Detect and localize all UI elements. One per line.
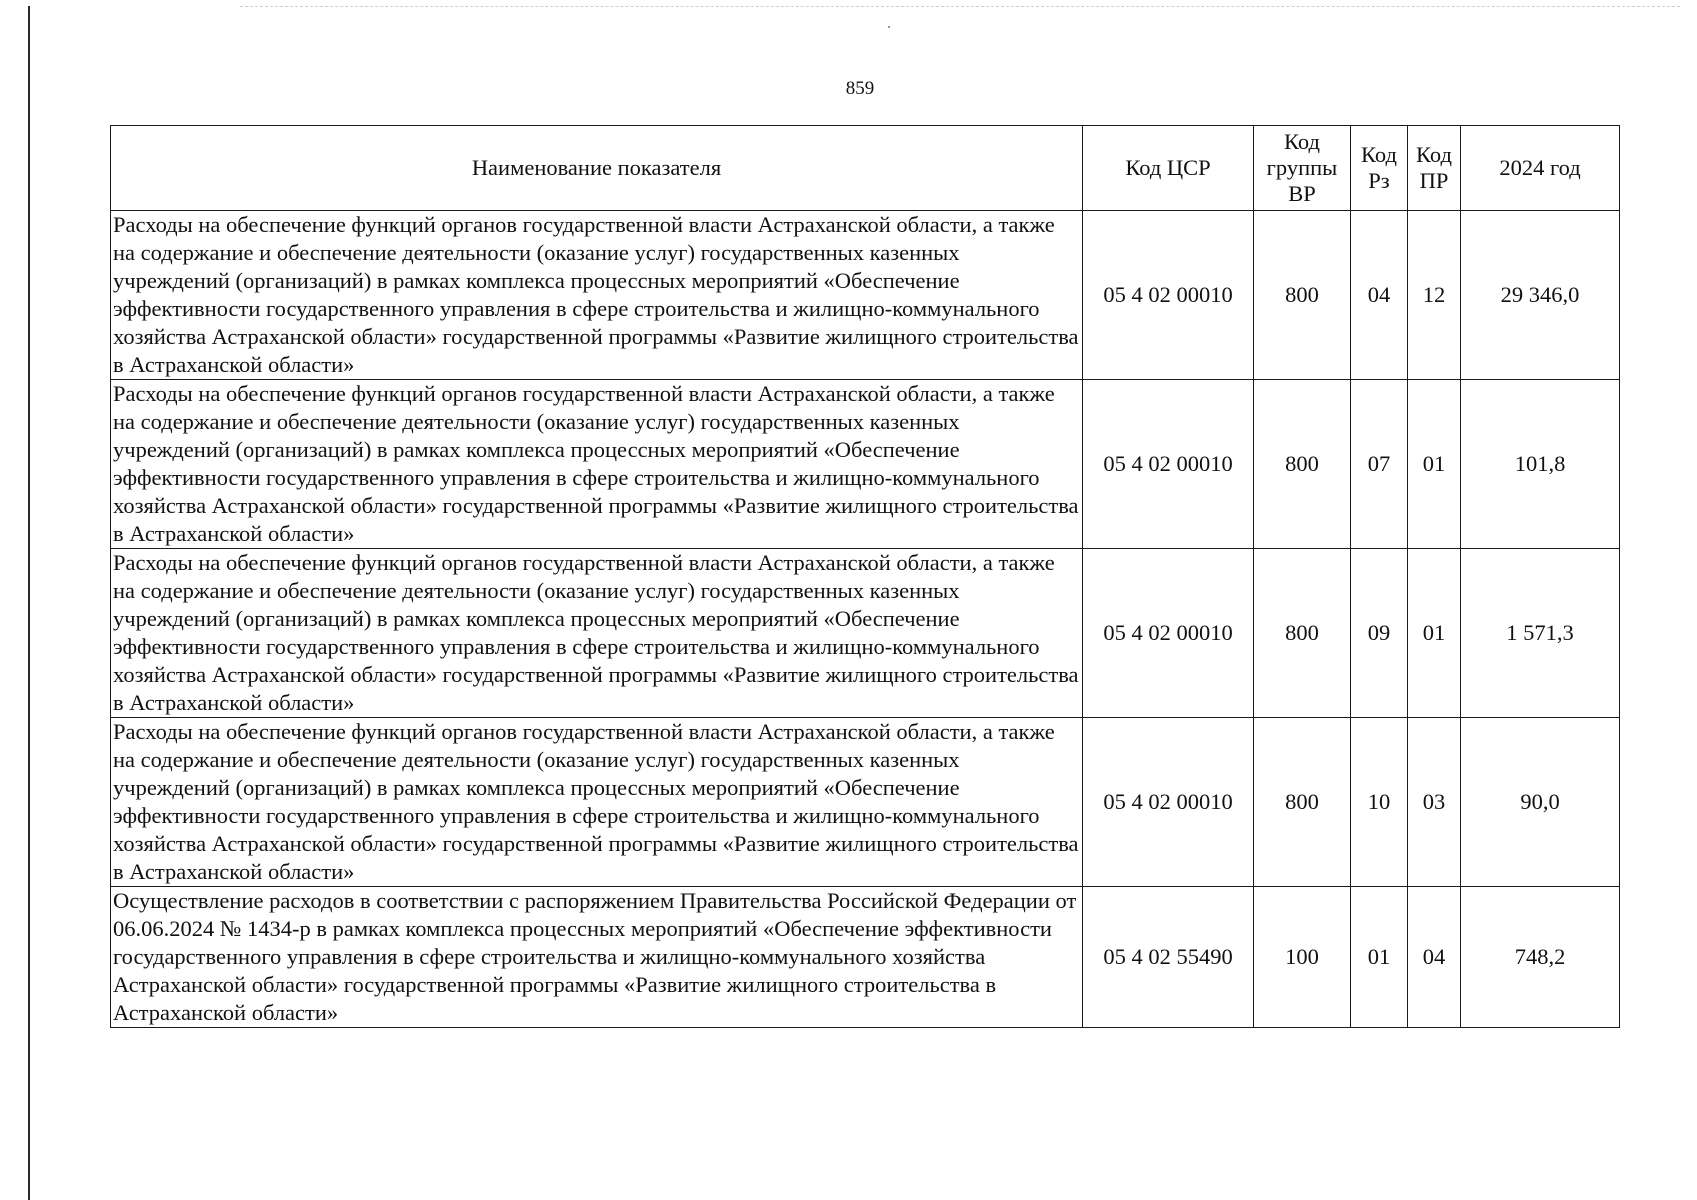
scan-left-edge	[28, 6, 30, 1200]
row-amount: 748,2	[1461, 887, 1620, 1028]
row-vr: 800	[1254, 549, 1351, 718]
row-rz: 10	[1351, 718, 1408, 887]
row-amount: 1 571,3	[1461, 549, 1620, 718]
header-year: 2024 год	[1461, 126, 1620, 211]
table-row	[111, 380, 1620, 549]
row-vr: 800	[1254, 380, 1351, 549]
row-pr: 04	[1408, 887, 1461, 1028]
header-name: Наименование показателя	[111, 126, 1083, 211]
row-pr: 01	[1408, 549, 1461, 718]
row-rz: 09	[1351, 549, 1408, 718]
row-name: Расходы на обеспечение функций органов государственной власти Астраханской области, а также на содержание и обеспечение деятельности (оказание услуг) государственных казенных учреждений (организаций) в рамках комплекса процессных мероприятий «Обеспечение эффективности государственного управления в сфере строительства и жилищно-коммунального хозяйства Астраханской области» государственной программы «Развитие жилищного строительства в Астраханской области»	[111, 549, 1083, 718]
row-amount: 29 346,0	[1461, 211, 1620, 380]
scan-top-edge	[240, 6, 1680, 7]
row-pr: 03	[1408, 718, 1461, 887]
row-amount: 101,8	[1461, 380, 1620, 549]
row-vr: 100	[1254, 887, 1351, 1028]
row-name: Расходы на обеспечение функций органов государственной власти Астраханской области, а также на содержание и обеспечение деятельности (оказание услуг) государственных казенных учреждений (организаций) в рамках комплекса процессных мероприятий «Обеспечение эффективности государственного управления в сфере строительства и жилищно-коммунального хозяйства Астраханской области» государственной программы «Развитие жилищного строительства в Астраханской области»	[111, 380, 1083, 549]
row-csr: 05 4 02 00010	[1083, 718, 1254, 887]
row-amount: 90,0	[1461, 718, 1620, 887]
table-header-row	[111, 126, 1620, 211]
row-csr: 05 4 02 55490	[1083, 887, 1254, 1028]
row-name: Осуществление расходов в соответствии с распоряжением Правительства Российской Федерации от 06.06.2024 № 1434-р в рамках комплекса процессных мероприятий «Обеспечение эффективности государственного управления в сфере строительства и жилищно-коммунального хозяйства Астраханской области» государственной программы «Развитие жилищного строительства в Астраханской области»	[111, 887, 1083, 1028]
scan-speck	[888, 26, 890, 28]
table-row	[111, 718, 1620, 887]
header-pr: Код ПР	[1408, 126, 1461, 211]
row-vr: 800	[1254, 718, 1351, 887]
row-csr: 05 4 02 00010	[1083, 211, 1254, 380]
row-csr: 05 4 02 00010	[1083, 380, 1254, 549]
row-pr: 12	[1408, 211, 1461, 380]
row-csr: 05 4 02 00010	[1083, 549, 1254, 718]
header-vr: Код группы ВР	[1254, 126, 1351, 211]
row-name: Расходы на обеспечение функций органов государственной власти Астраханской области, а также на содержание и обеспечение деятельности (оказание услуг) государственных казенных учреждений (организаций) в рамках комплекса процессных мероприятий «Обеспечение эффективности государственного управления в сфере строительства и жилищно-коммунального хозяйства Астраханской области» государственной программы «Развитие жилищного строительства в Астраханской области»	[111, 211, 1083, 380]
row-pr: 01	[1408, 380, 1461, 549]
row-name: Расходы на обеспечение функций органов государственной власти Астраханской области, а также на содержание и обеспечение деятельности (оказание услуг) государственных казенных учреждений (организаций) в рамках комплекса процессных мероприятий «Обеспечение эффективности государственного управления в сфере строительства и жилищно-коммунального хозяйства Астраханской области» государственной программы «Развитие жилищного строительства в Астраханской области»	[111, 718, 1083, 887]
row-rz: 01	[1351, 887, 1408, 1028]
header-rz: Код Рз	[1351, 126, 1408, 211]
budget-table	[110, 125, 1620, 1028]
table-row	[111, 887, 1620, 1028]
table-row	[111, 549, 1620, 718]
row-rz: 07	[1351, 380, 1408, 549]
page-number: 859	[845, 78, 875, 99]
row-rz: 04	[1351, 211, 1408, 380]
header-csr: Код ЦСР	[1083, 126, 1254, 211]
row-vr: 800	[1254, 211, 1351, 380]
table-row	[111, 211, 1620, 380]
